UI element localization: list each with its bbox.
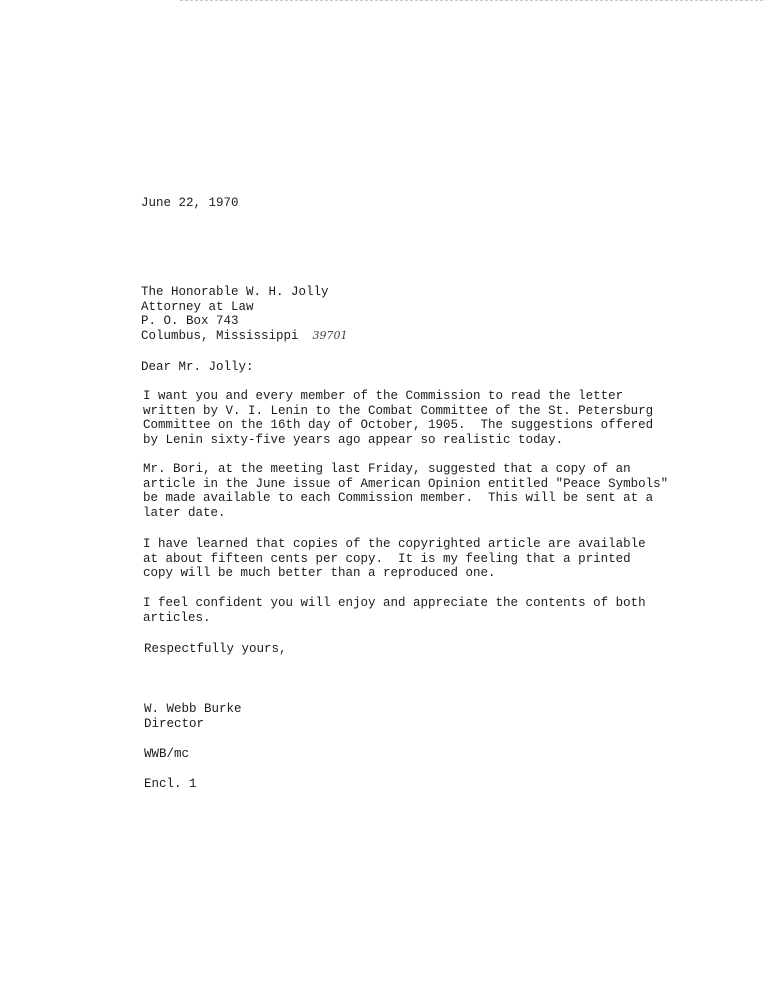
- paragraph-line: Committee on the 16th day of October, 1905. The suggestions offered: [143, 418, 654, 432]
- recipient-city-line: [141, 329, 348, 344]
- salutation: Dear Mr. Jolly:: [141, 360, 254, 374]
- paragraph-line: be made available to each Commission member. This will be sent at a: [143, 491, 654, 505]
- reference-initials: WWB/mc: [144, 747, 190, 761]
- paragraph-3: [143, 537, 646, 581]
- signer-name: W. Webb Burke: [144, 702, 242, 716]
- page-edge: [180, 0, 763, 2]
- recipient-city: Columbus, Mississippi: [141, 328, 299, 343]
- letter-date: June 22, 1970: [141, 196, 239, 210]
- paragraph-line: articles.: [143, 610, 211, 625]
- signer-title: Director: [144, 716, 205, 731]
- paragraph-line: at about fifteen cents per copy. It is my feeling that a printed: [143, 551, 631, 566]
- recipient-zip: 39701: [312, 328, 348, 342]
- paragraph-line: I have learned that copies of the copyrighted article are available: [143, 537, 646, 551]
- paragraph-line: I feel confident you will enjoy and appreciate the contents of both: [143, 596, 646, 610]
- paragraph-line: article in the June issue of American Opinion entitled "Peace Symbols": [143, 476, 669, 491]
- recipient-name: The Honorable W. H. Jolly: [141, 285, 329, 299]
- enclosure-note: Encl. 1: [144, 777, 197, 791]
- paragraph-line: I want you and every member of the Commission to read the letter: [143, 389, 624, 403]
- paragraph-2: [143, 462, 668, 520]
- paragraph-4: [143, 596, 646, 625]
- paragraph-1: [143, 389, 653, 447]
- closing: Respectfully yours,: [144, 642, 287, 656]
- signature-block: [144, 702, 242, 731]
- recipient-address: [141, 285, 348, 343]
- paragraph-line: later date.: [143, 505, 226, 520]
- paragraph-line: Mr. Bori, at the meeting last Friday, suggested that a copy of an: [143, 462, 631, 476]
- paragraph-line: copy will be much better than a reproduced one.: [143, 566, 496, 580]
- paragraph-line: written by V. I. Lenin to the Combat Committee of the St. Petersburg: [143, 403, 654, 418]
- paragraph-line: by Lenin sixty-five years ago appear so realistic today.: [143, 432, 564, 447]
- recipient-title: Attorney at Law: [141, 299, 254, 314]
- recipient-po-box: P. O. Box 743: [141, 314, 239, 328]
